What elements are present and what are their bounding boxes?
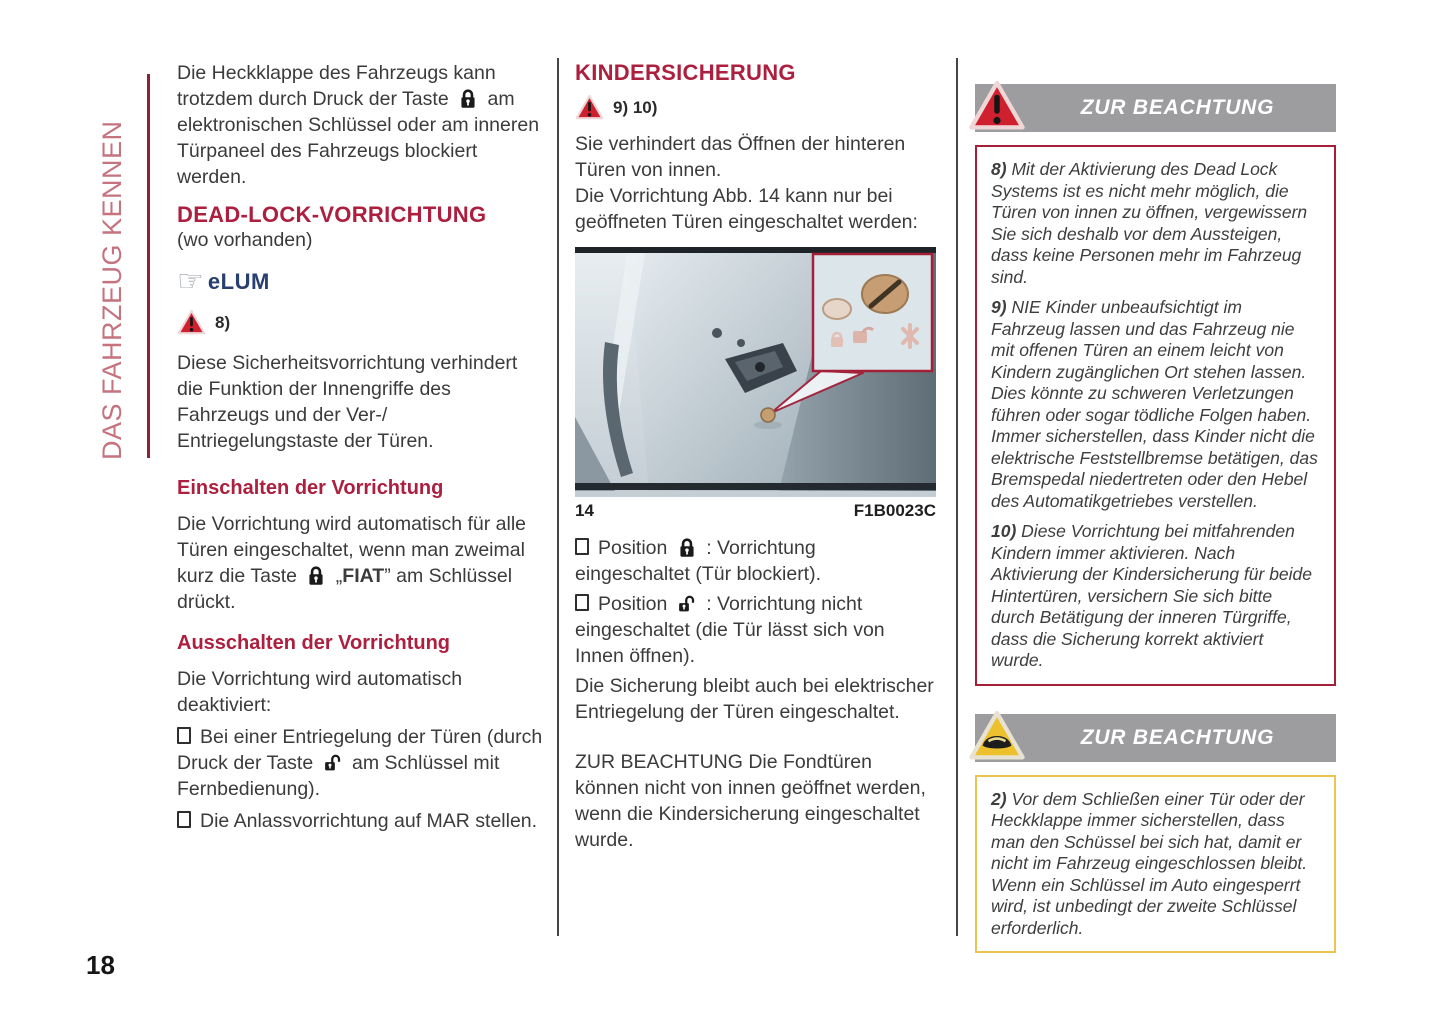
page-number: 18: [86, 950, 115, 980]
warning-reference: 9) 10): [613, 97, 658, 117]
paragraph: Sie verhindert das Öffnen der hinteren Türen von innen.: [575, 133, 906, 181]
warning-header-red: [975, 84, 1336, 132]
car-hazard-triangle-icon: [968, 708, 1026, 764]
bullet-item: Bei einer Entriegelung der Türen (durch Druck der Taste am Schlüssel mit Fernbedienung).: [177, 726, 543, 800]
column-divider-left: [557, 58, 559, 936]
warning-triangle-icon: [968, 78, 1026, 134]
pointing-hand-icon: ☞: [177, 265, 204, 298]
bullet-square: [575, 594, 589, 611]
lock-open-icon: [678, 593, 696, 614]
warning-item: 2) Vor dem Schließen einer Tür oder der Heckklappe immer sicherstellen, dass man den Schüssel bei sich hat, damit er nicht im Fahrzeug eingeschlossen bleibt. Wenn ein Schlüssel im Auto eingesperrt wird, ist unbedingt der zweite Schlüssel erforderlich.: [991, 788, 1308, 938]
bullet-square: [575, 538, 589, 555]
section-heading-dead-lock: DEAD-LOCK-VORRICHTUNG: [177, 202, 487, 227]
paragraph: Diese Sicherheitsvorrichtung verhindert die Funktion der Innengriffe des Fahrzeugs und der Ver-/ Entriegelungstaste der Türen.: [177, 352, 518, 452]
column-2: [575, 60, 936, 853]
chapter-sidebar-title: DAS FAHRZEUG KENNEN: [97, 120, 127, 460]
column-1: [177, 60, 543, 834]
figure-image-door-child-lock: [575, 247, 936, 497]
warning-reference-row: [575, 94, 936, 121]
warning-reference-row: [177, 309, 543, 336]
lock-open-icon: [324, 752, 342, 773]
warning-triangle-icon: [177, 309, 206, 336]
subheading-einschalten: Einschalten der Vorrichtung: [177, 477, 444, 499]
bullet-square: [177, 811, 191, 828]
paragraph: Die Vorrichtung wird automatisch für alle Türen eingeschaltet, wenn man zweimal kurz die Taste „FIAT” am Schlüssel drückt.: [177, 513, 526, 613]
bullet-item: Position : Vorrichtung nicht eingeschaltet (die Tür lässt sich von Innen öffnen).: [575, 593, 885, 667]
paragraph: Die Sicherung bleibt auch bei elektrischer Entriegelung der Türen eingeschaltet.: [575, 675, 934, 723]
lock-closed-icon: [307, 565, 325, 586]
paragraph: Die Heckklappe des Fahrzeugs kann trotzdem durch Druck der Taste am elektronischen Schlüssel oder am inneren Türpaneel des Fahrzeugs blockiert werden.: [177, 62, 540, 188]
figure-code: F1B0023C: [853, 501, 936, 520]
warning-item: 9) NIE Kinder unbeaufsichtigt im Fahrzeug lassen und das Fahrzeug nie mit offenen Türen an einem leicht von Kindern zugänglichen Ort stehen lassen. Dies könnte zu schweren Verletzungen führen oder sogar tödliche Folgen haben. Immer sicherstellen, dass Kinder nicht die elektrische Feststellbremse betätigen, das Bremspedal niedertreten oder den Hebel des Automatikgetriebes verstellen.: [991, 297, 1318, 511]
paragraph: Die Vorrichtung wird automatisch deaktiviert:: [177, 668, 463, 716]
elum-logo: eLUM: [207, 269, 270, 294]
section-subnote: (wo vorhanden): [177, 229, 313, 251]
warning-box-yellow: [975, 775, 1336, 954]
warning-box-red: [975, 145, 1336, 686]
bullet-item: Die Anlassvorrichtung auf MAR stellen.: [177, 808, 543, 834]
warning-title: ZUR BEACHTUNG: [1080, 96, 1275, 119]
elum-reference: [177, 267, 543, 297]
paragraph: ZUR BEACHTUNG Die Fondtüren können nicht von innen geöffnet werden, wenn die Kindersicherung eingeschaltet wurde.: [575, 751, 926, 851]
warning-triangle-icon: [575, 94, 604, 121]
figure-caption: [575, 501, 936, 521]
bullet-square: [177, 727, 191, 744]
figure-number: 14: [575, 501, 594, 520]
sidebar-rule: [147, 74, 150, 458]
column-divider-right: [956, 58, 958, 936]
warning-title: ZUR BEACHTUNG: [1080, 725, 1275, 749]
section-heading-kindersicherung: KINDERSICHERUNG: [575, 60, 796, 85]
warning-reference: 8): [215, 312, 231, 332]
warning-header-yellow: [975, 714, 1336, 762]
lock-closed-icon: [678, 537, 696, 558]
subheading-ausschalten: Ausschalten der Vorrichtung: [177, 632, 451, 654]
warning-item: 8) Mit der Aktivierung des Dead Lock Systems ist es nicht mehr möglich, die Türen von innen zu öffnen, vergewissern Sie sich deshalb vor dem Aussteigen, dass keine Personen mehr im Fahrzeug sind.: [991, 159, 1308, 287]
paragraph: Die Vorrichtung Abb. 14 kann nur bei geöffneten Türen eingeschaltet werden:: [575, 185, 918, 233]
warning-item: 10) Diese Vorrichtung bei mitfahrenden Kindern immer aktivieren. Nach Aktivierung der Kindersicherung für beide Hintertüren, versichern Sie sich bitte durch Betätigung der inneren Türgriffe, dass die Sicherung korrekt aktiviert wurde.: [991, 521, 1313, 670]
column-3: [975, 84, 1336, 953]
lock-closed-icon: [459, 88, 477, 109]
fiat-button-label: FIAT: [342, 565, 385, 587]
bullet-item: Position : Vorrichtung eingeschaltet (Tür blockiert).: [575, 537, 822, 585]
